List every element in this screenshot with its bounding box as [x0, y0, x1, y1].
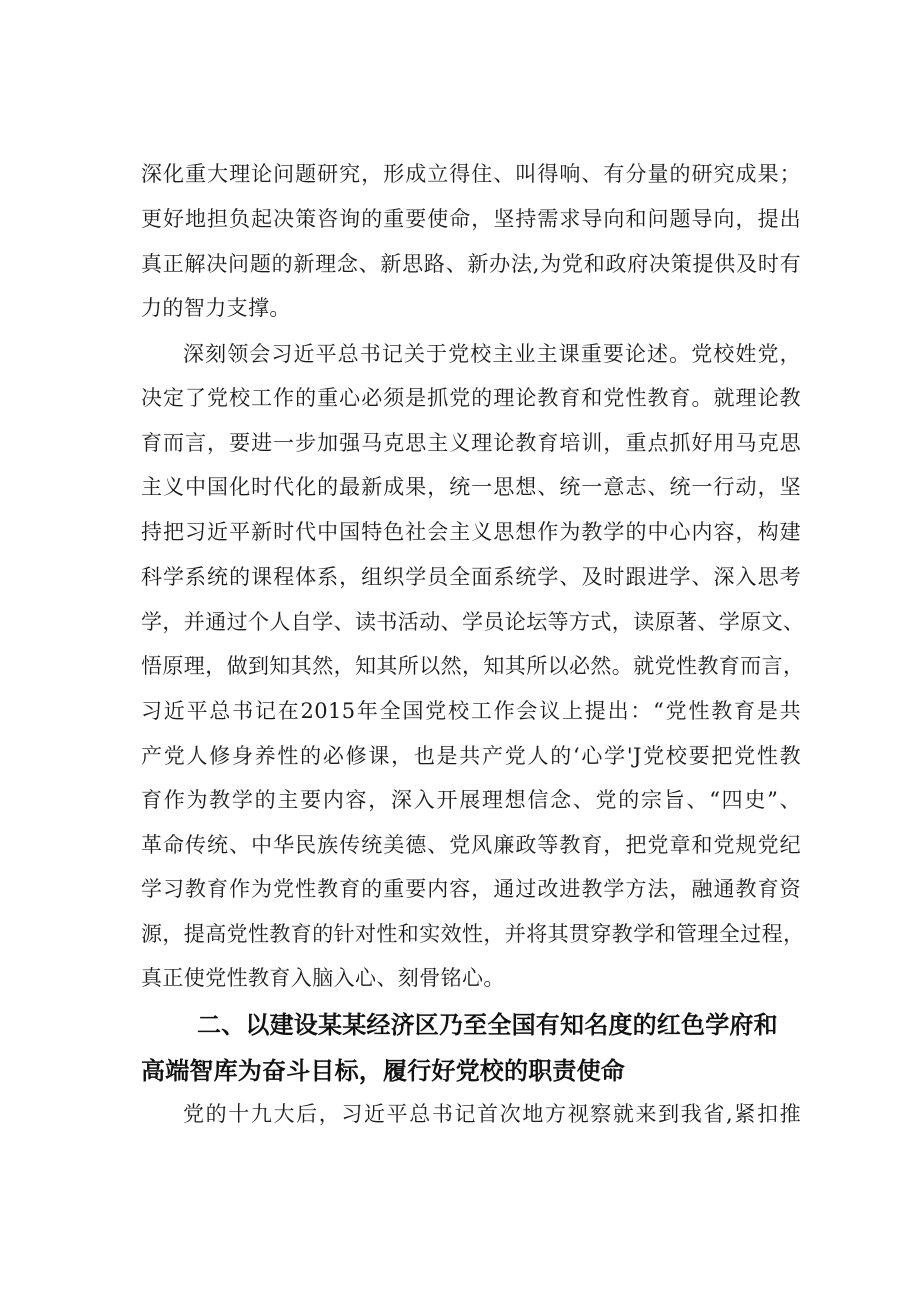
heading-line: 高端智库为奋斗目标，履行好党校的职责使命 [141, 1057, 625, 1085]
paragraph-line: 深刻领会习近平总书记关于党校主业主课重要论述。党校姓党， [183, 342, 801, 366]
paragraph-line: 深化重大理论问题研究，形成立得住、叫得响、有分量的研究成果； [141, 162, 801, 186]
paragraph-line: 育作为教学的主要内容，深入开展理想信念、党的宗旨、“四史”、 [141, 788, 801, 812]
paragraph-line: 真正解决问题的新理念、新思路、新办法,为党和政府决策提供及时有 [141, 252, 801, 276]
paragraph-line: 决定了党校工作的重心必须是抓党的理论教育和党性教育。就理论教 [141, 386, 801, 410]
paragraph-line: 主义中国化时代化的最新成果，统一思想、统一意志、统一行动，坚 [141, 475, 801, 499]
paragraph-line: 悟原理，做到知其然，知其所以然，知其所以必然。就党性教育而言， [141, 654, 805, 678]
paragraph-line: 真正使党性教育入脑入心、刻骨铭心。 [141, 966, 505, 990]
paragraph-line: 革命传统、中华民族传统美德、党风廉政等教育，把党章和党规党纪 [141, 833, 801, 857]
paragraph-line: 力的智力支撑。 [141, 296, 291, 320]
paragraph-line: 科学系统的课程体系，组织学员全面系统学、及时跟进学、深入思考 [141, 565, 801, 589]
paragraph-line: 党的十九大后，习近平总书记首次地方视察就来到我省,紧扣推 [183, 1102, 801, 1126]
paragraph-line: 学，并通过个人自学、读书活动、学员论坛等方式，读原著、学原文、 [141, 610, 805, 634]
paragraph-line: 持把习近平新时代中国特色社会主义思想作为教学的中心内容，构建 [141, 520, 801, 544]
paragraph-line: 育而言，要进一步加强马克思主义理论教育培训，重点抓好用马克思 [141, 431, 801, 455]
paragraph-line: 源，提高党性教育的针对性和实效性，并将其贯穿教学和管理全过程， [141, 922, 805, 946]
paragraph-line: 习近平总书记在2015年全国党校工作会议上提出：“党性教育是共 [141, 699, 801, 723]
heading-line: 二、以建设某某经济区乃至全国有知名度的红色学府和 [197, 1011, 778, 1039]
paragraph-line: 更好地担负起决策咨询的重要使命，坚持需求导向和问题导向，提出 [141, 207, 801, 231]
paragraph-line: 产党人修身养性的必修课，也是共产党人的‘心学'J党校要把党性教 [141, 744, 801, 768]
paragraph-line: 学习教育作为党性教育的重要内容，通过改进教学方法，融通教育资 [141, 877, 801, 901]
